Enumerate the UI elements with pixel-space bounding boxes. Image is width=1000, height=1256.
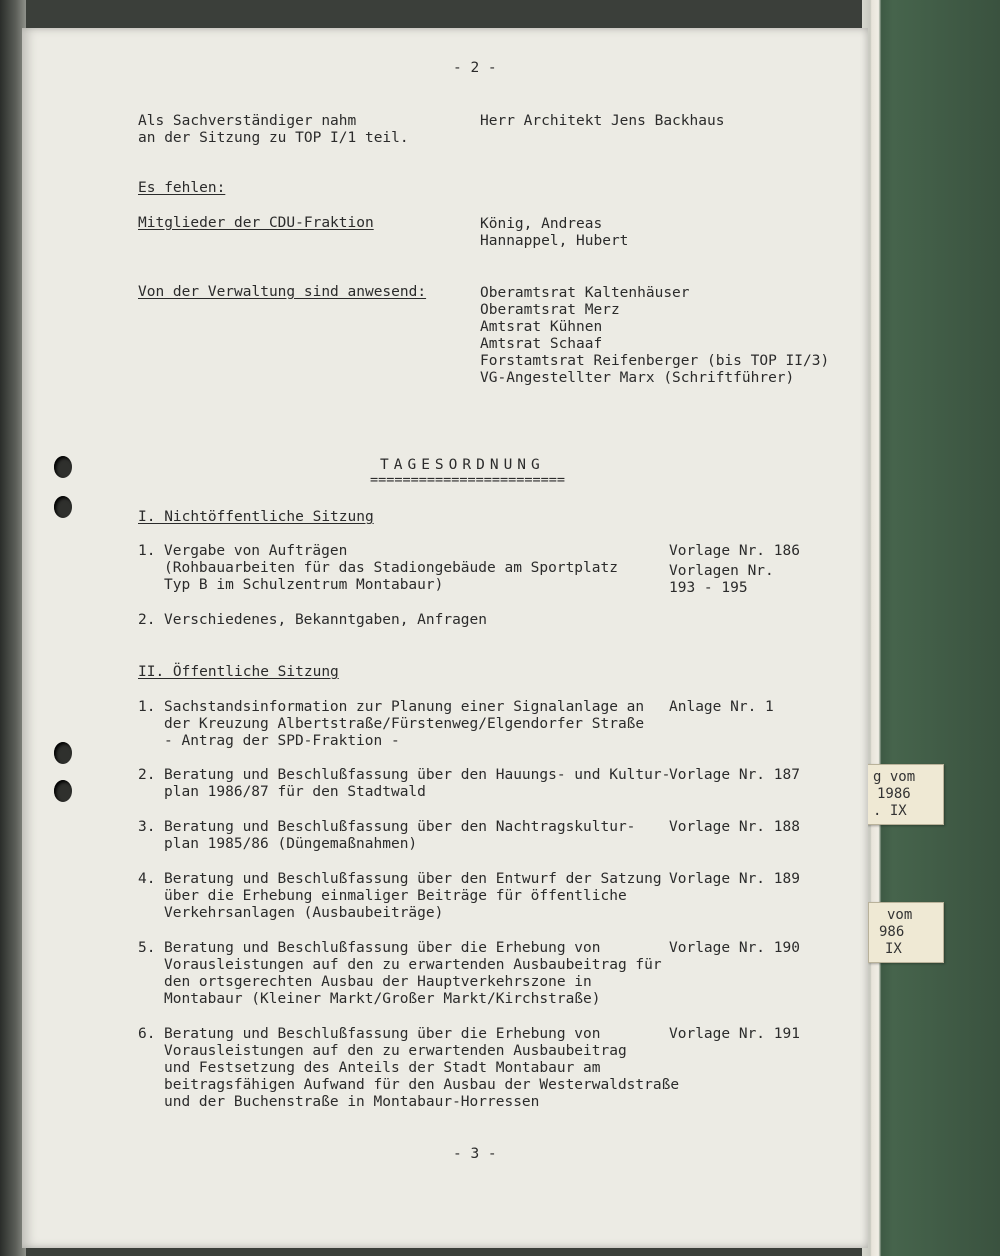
expert-label [138,113,409,147]
administration-name: Forstamtsrat Reifenberger (bis TOP II/3) [480,353,830,369]
agenda-line: (Rohbauarbeiten für das Stadiongebäude am Sportplatz [164,560,618,576]
agenda-line: Typ B im Schulzentrum Montabaur) [164,577,444,593]
agenda-line: Vorausleistungen auf den zu erwartenden Ausbaubeitrag für [164,957,662,973]
agenda-line: den ortsgerechten Ausbau der Hauptverkehrszone in [164,974,592,990]
section-2-item-5-text [164,940,662,1008]
agenda-line: Vorausleistungen auf den zu erwartenden Ausbaubeitrag [164,1043,627,1059]
section-2-item-5-ref: Vorlage Nr. 190 [669,940,800,956]
section-1-item-1-ref [669,543,800,597]
section-2-heading: II. Öffentliche Sitzung [138,664,339,680]
agenda-line: plan 1985/86 (Düngemaßnahmen) [164,836,418,852]
expert-name: Herr Architekt Jens Backhaus [480,113,725,129]
section-1-item-1-text [164,543,618,594]
section-2-item-1-number: 1. [138,699,156,715]
section-2-item-6-ref: Vorlage Nr. 191 [669,1026,800,1042]
punch-hole [54,780,72,802]
section-1-item-2-text: Verschiedenes, Bekanntgaben, Anfragen [164,612,488,628]
section-2-item-3-text [164,819,635,853]
section-2-item-2-number: 2. [138,767,156,783]
side-tab-2 [868,902,944,963]
agenda-line: Vergabe von Aufträgen [164,543,348,559]
section-2-item-3-ref: Vorlage Nr. 188 [669,819,800,835]
section-2-item-2-ref: Vorlage Nr. 187 [669,767,800,783]
agenda-line: Sachstandsinformation zur Planung einer Signalanlage an [164,699,645,715]
cdu-label: Mitglieder der CDU-Fraktion [138,215,374,231]
side-tab-1-line: 1986 [877,786,911,802]
section-2-item-5-number: 5. [138,940,156,956]
section-1-item-1-number: 1. [138,543,156,559]
administration-label: Von der Verwaltung sind anwesend: [138,284,427,300]
administration-name: Oberamtsrat Kaltenhäuser [480,285,690,301]
side-tab-2-line: IX [885,941,902,957]
agenda-line: über die Erhebung einmaliger Beiträge für öffentliche [164,888,627,904]
side-tab-1-line: g vom [873,769,916,785]
agenda-line: Beratung und Beschlußfassung über den Hauungs- und Kultur- [164,767,671,783]
side-tab-2-line: 986 [879,924,905,940]
agenda-ref: Vorlagen Nr. [669,563,774,579]
section-2-item-6-number: 6. [138,1026,156,1042]
document-page [22,28,868,1248]
expert-label-line: Als Sachverständiger nahm [138,113,357,129]
agenda-ref: 193 - 195 [669,580,748,596]
section-2-item-4-text [164,871,662,922]
agenda-line: Beratung und Beschlußfassung über den Nachtragskultur- [164,819,636,835]
administration-name: VG-Angestellter Marx (Schriftführer) [480,370,795,386]
administration-name: Amtsrat Schaaf [480,336,603,352]
section-2-item-3-number: 3. [138,819,156,835]
side-tab-1 [866,764,944,825]
section-2-item-6-text [164,1026,679,1111]
side-tab-1-line: . IX [873,803,907,819]
agenda-title: TAGESORDNUNG [380,457,545,473]
agenda-line: - Antrag der SPD-Fraktion - [164,733,400,749]
punch-hole [54,742,72,764]
punch-hole [54,496,72,518]
section-2-item-4-number: 4. [138,871,156,887]
agenda-line: beitragsfähigen Aufwand für den Ausbau der Westerwaldstraße [164,1077,680,1093]
cdu-names [480,216,628,250]
page-number-header: - 2 - [453,60,497,76]
section-2-item-1-ref: Anlage Nr. 1 [669,699,774,715]
agenda-ref: Vorlage Nr. 186 [669,543,800,559]
agenda-line: und Festsetzung des Anteils der Stadt Montabaur am [164,1060,601,1076]
cdu-name: König, Andreas [480,216,603,232]
agenda-line: der Kreuzung Albertstraße/Fürstenweg/Elgendorfer Straße [164,716,645,732]
cdu-name: Hannappel, Hubert [480,233,629,249]
agenda-line: und der Buchenstraße in Montabaur-Horressen [164,1094,540,1110]
agenda-line: Montabaur (Kleiner Markt/Großer Markt/Kirchstraße) [164,991,601,1007]
punch-hole [54,456,72,478]
administration-names [480,285,829,387]
side-tab-2-line: vom [887,907,913,923]
agenda-title-rule: ======================== [370,472,566,488]
agenda-line: plan 1986/87 für den Stadtwald [164,784,426,800]
page-number-footer: - 3 - [453,1146,497,1162]
agenda-line: Verkehrsanlagen (Ausbaubeiträge) [164,905,444,921]
section-1-item-2-number: 2. [138,612,156,628]
binder-cover-right [862,0,1000,1256]
agenda-line: Beratung und Beschlußfassung über die Erhebung von [164,940,601,956]
absent-heading: Es fehlen: [138,180,226,196]
administration-name: Oberamtsrat Merz [480,302,620,318]
section-2-item-1-text [164,699,644,750]
section-1-heading: I. Nichtöffentliche Sitzung [138,509,374,525]
section-2-item-2-text [164,767,670,801]
expert-label-line: an der Sitzung zu TOP I/1 teil. [138,130,409,146]
agenda-line: Beratung und Beschlußfassung über die Erhebung von [164,1026,601,1042]
section-2-item-4-ref: Vorlage Nr. 189 [669,871,800,887]
administration-name: Amtsrat Kühnen [480,319,603,335]
agenda-line: Beratung und Beschlußfassung über den Entwurf der Satzung [164,871,662,887]
